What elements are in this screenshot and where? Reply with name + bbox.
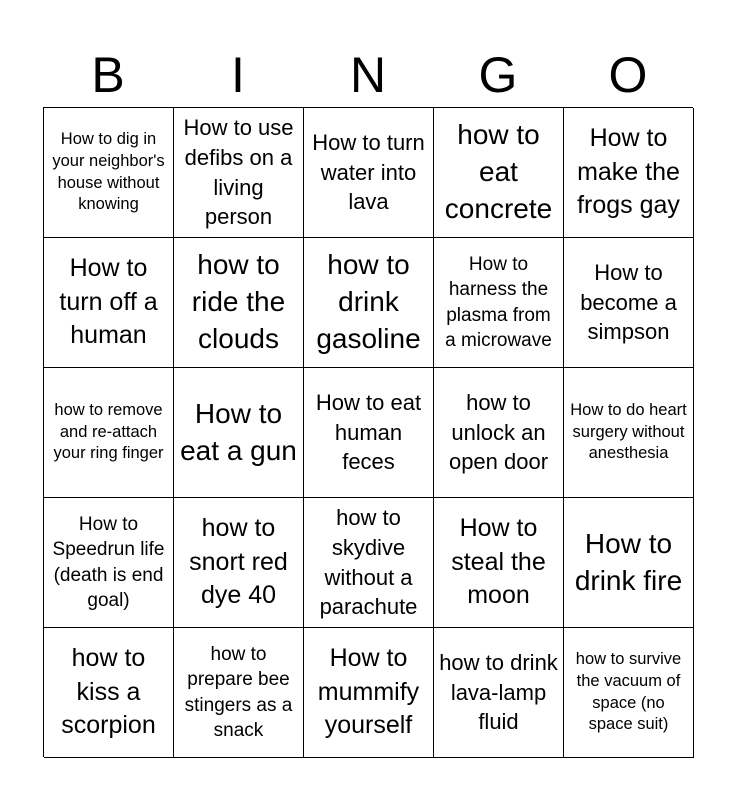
- cell-text: how to ride the clouds: [191, 249, 286, 354]
- header-letter-i: I: [231, 47, 245, 103]
- cell-text: how to survive the vacuum of space (no space suit): [575, 649, 682, 734]
- cell-text: How to become a simpson: [580, 259, 677, 345]
- cell-text: How to eat a gun: [180, 397, 297, 466]
- cell-text: How to Speedrun life (death is end goal): [52, 514, 165, 611]
- cell-text: How to turn off a human: [59, 254, 158, 350]
- cell-text: how to prepare bee stingers as a snack: [184, 644, 293, 741]
- bingo-cell-r5c3[interactable]: [304, 628, 434, 758]
- bingo-cell-r3c4[interactable]: [434, 368, 564, 498]
- bingo-cell-r3c3[interactable]: [304, 368, 434, 498]
- cell-text: how to unlock an open door: [448, 389, 549, 475]
- cell-text: How to make the frogs gay: [577, 124, 680, 220]
- bingo-cell-r2c3[interactable]: [304, 238, 434, 368]
- cell-text: How to steal the moon: [451, 514, 546, 610]
- bingo-cell-r2c2[interactable]: [174, 238, 304, 368]
- bingo-cell-r5c2[interactable]: [174, 628, 304, 758]
- cell-text: How to use defibs on a living person: [183, 114, 294, 230]
- cell-text: how to drink lava-lamp fluid: [439, 649, 558, 735]
- cell-text: How to mummify yourself: [317, 644, 420, 740]
- cell-text: How to turn water into lava: [312, 129, 425, 215]
- bingo-cell-r1c1[interactable]: [44, 108, 174, 238]
- bingo-cell-r4c2[interactable]: [174, 498, 304, 628]
- cell-text: how to drink gasoline: [316, 249, 421, 354]
- bingo-header: [43, 44, 693, 106]
- cell-text: How to harness the plasma from a microwave: [445, 254, 552, 351]
- cell-text: How to dig in your neighbor's house without knowing: [52, 129, 165, 214]
- bingo-cell-r5c1[interactable]: [44, 628, 174, 758]
- header-letter-g: G: [478, 47, 518, 103]
- bingo-cell-r1c2[interactable]: [174, 108, 304, 238]
- bingo-cell-r4c3[interactable]: [304, 498, 434, 628]
- bingo-board: [43, 107, 693, 757]
- cell-text: How to eat human feces: [315, 389, 422, 475]
- cell-text: how to skydive without a parachute: [319, 504, 418, 620]
- cell-text: how to eat concrete: [444, 119, 553, 224]
- cell-text: how to snort red dye 40: [189, 514, 288, 610]
- bingo-cell-r2c5[interactable]: [564, 238, 694, 368]
- bingo-cell-r1c4[interactable]: [434, 108, 564, 238]
- bingo-cell-r2c4[interactable]: [434, 238, 564, 368]
- bingo-cell-r5c4[interactable]: [434, 628, 564, 758]
- bingo-cell-r2c1[interactable]: [44, 238, 174, 368]
- cell-text: How to drink fire: [574, 527, 683, 596]
- bingo-cell-r1c5[interactable]: [564, 108, 694, 238]
- bingo-cell-r3c1[interactable]: [44, 368, 174, 498]
- header-letter-o: O: [608, 47, 648, 103]
- bingo-cell-r4c5[interactable]: [564, 498, 694, 628]
- header-letter-n: N: [349, 47, 387, 103]
- bingo-cell-r3c5[interactable]: [564, 368, 694, 498]
- cell-text: how to kiss a scorpion: [61, 644, 156, 740]
- bingo-cell-r3c2[interactable]: [174, 368, 304, 498]
- cell-text: How to do heart surgery without anesthesia: [570, 400, 687, 463]
- header-letter-b: B: [91, 47, 125, 103]
- bingo-cell-r4c4[interactable]: [434, 498, 564, 628]
- cell-text: how to remove and re-attach your ring finger: [53, 400, 164, 463]
- bingo-cell-r1c3[interactable]: [304, 108, 434, 238]
- bingo-cell-r5c5[interactable]: [564, 628, 694, 758]
- bingo-cell-r4c1[interactable]: [44, 498, 174, 628]
